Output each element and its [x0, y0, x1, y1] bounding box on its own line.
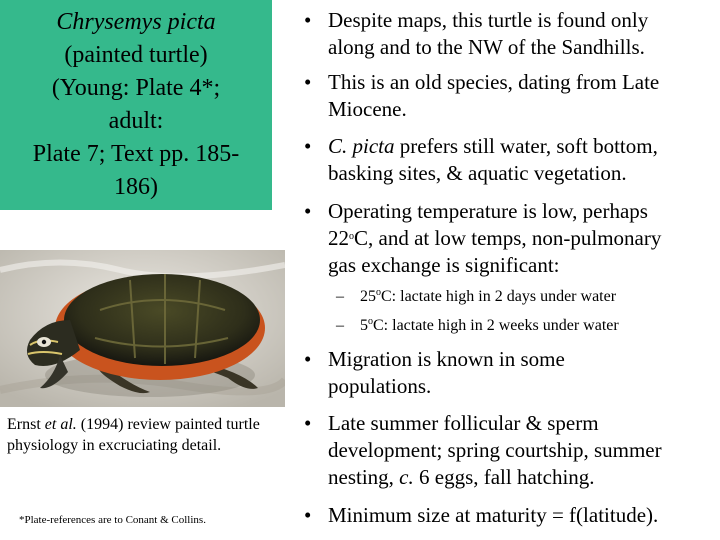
- bullet-line: along and to the NW of the Sandhills.: [328, 35, 645, 59]
- dash-marker: –: [336, 317, 344, 334]
- title-species: Chrysemys picta: [56, 9, 216, 35]
- temp-value: 22: [328, 226, 349, 250]
- ernst-note: [7, 414, 287, 456]
- dash-marker: –: [336, 288, 344, 305]
- degree-mark: o: [349, 231, 354, 242]
- species-abbrev: C. picta: [328, 134, 395, 158]
- temp-value: 5: [360, 317, 368, 334]
- bullet-line: Migration is known in some: [328, 347, 565, 371]
- degree-mark: o: [376, 287, 381, 298]
- note-pre: Ernst: [7, 416, 45, 433]
- title-young-plate: (Young: Plate 4*;: [51, 75, 221, 101]
- bullet-line: development; spring courtship, summer: [328, 438, 662, 462]
- bullet-line: basking sites, & aquatic vegetation.: [328, 161, 627, 185]
- bullet-marker: •: [304, 347, 312, 371]
- title-common-name: (painted turtle): [64, 42, 208, 68]
- note-post: (1994) review painted turtle physiology in excruciating detail.: [7, 416, 260, 454]
- bullet-marker: •: [304, 199, 312, 223]
- bullet-text: 6 eggs, fall hatching.: [413, 465, 595, 489]
- bullet-text: C, and at low temps, non-pulmonary: [354, 226, 662, 250]
- sub-text: C: lactate high in 2 weeks under water: [373, 317, 619, 334]
- bullet-line: Minimum size at maturity = f(latitude).: [328, 503, 659, 527]
- bullet-line: gas exchange is significant:: [328, 253, 560, 277]
- title-box: [0, 0, 272, 210]
- bullet-line: Operating temperature is low, perhaps: [328, 199, 648, 223]
- bullet-line: Miocene.: [328, 97, 407, 121]
- degree-mark: o: [368, 316, 373, 327]
- bullet-line: Late summer follicular & sperm: [328, 411, 599, 435]
- sub-text: C: lactate high in 2 days under water: [381, 288, 617, 305]
- bullet-marker: •: [304, 134, 312, 158]
- title-plate-text: Plate 7; Text pp. 185-: [32, 141, 240, 167]
- title-end: 186): [114, 174, 158, 200]
- note-et-al: et al.: [44, 416, 77, 433]
- temp-value: 25: [360, 288, 376, 305]
- bullet-line: This is an old species, dating from Late: [328, 70, 660, 94]
- bullet-text: nesting,: [328, 465, 400, 489]
- title-adult: adult:: [108, 108, 164, 134]
- bullet-line: populations.: [328, 374, 432, 398]
- bullet-marker: •: [304, 503, 312, 527]
- turtle-photo: [0, 250, 285, 407]
- bullet-marker: •: [304, 8, 312, 32]
- circa-abbrev: c.: [399, 465, 414, 489]
- bullet-marker: •: [304, 411, 312, 435]
- bullet-text: prefers still water, soft bottom,: [394, 134, 658, 158]
- bullet-line: Despite maps, this turtle is found only: [328, 8, 649, 32]
- footnote: *Plate-references are to Conant & Collins.: [19, 514, 206, 526]
- bullet-marker: •: [304, 70, 312, 94]
